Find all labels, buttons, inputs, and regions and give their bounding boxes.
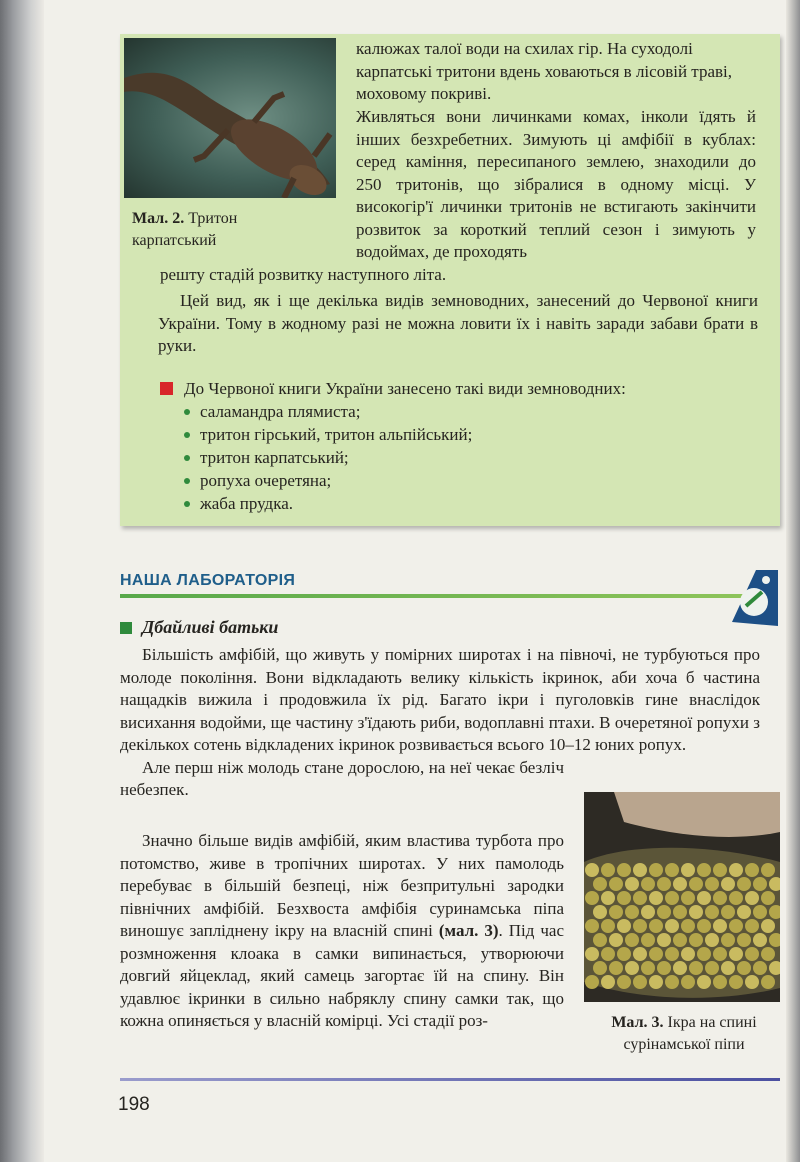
egg-texture-dot [681, 919, 695, 933]
egg-texture-dot [697, 975, 711, 989]
egg-texture-dot [753, 877, 767, 891]
egg-texture-dot [745, 919, 759, 933]
figure-3-text: Ікра на спині сурінамської піпи [623, 1014, 757, 1053]
egg-texture-dot [657, 961, 671, 975]
egg-texture-dot [609, 961, 623, 975]
egg-texture-dot [657, 933, 671, 947]
book-binding-shadow [0, 0, 44, 1162]
egg-texture-dot [633, 947, 647, 961]
egg-texture-dot [665, 947, 679, 961]
figure-2-text: Тритон карпатський [132, 210, 238, 249]
egg-texture-dot [585, 975, 599, 989]
egg-texture-dot [609, 933, 623, 947]
section-marker-icon [120, 622, 132, 634]
egg-texture-dot [593, 877, 607, 891]
species-item: жаба прудка. [180, 492, 472, 515]
egg-texture-dot [753, 961, 767, 975]
egg-texture-dot [729, 863, 743, 877]
egg-texture-dot [681, 863, 695, 877]
species-list [180, 400, 472, 515]
section-title: Дбайливі батьки [142, 617, 279, 637]
egg-texture-dot [705, 961, 719, 975]
egg-texture-dot [665, 975, 679, 989]
egg-texture-dot [681, 947, 695, 961]
egg-texture-dot [641, 933, 655, 947]
egg-texture-dot [593, 961, 607, 975]
egg-texture-dot [697, 919, 711, 933]
species-item: тритон гірський, тритон альпійський; [180, 423, 472, 446]
egg-texture-dot [617, 863, 631, 877]
egg-texture-dot [665, 891, 679, 905]
egg-texture-dot [713, 863, 727, 877]
triton-photo [124, 38, 336, 198]
egg-texture-dot [697, 891, 711, 905]
egg-texture-dot [697, 863, 711, 877]
egg-texture-dot [585, 863, 599, 877]
egg-texture-dot [625, 877, 639, 891]
box-paragraph-3: Цей вид, як і ще декілька видів земноводних, занесений до Червоної книги України. Тому в жодному разі не можна ловити їх і навіть заради забави брати в руки. [158, 291, 758, 355]
egg-texture-dot [657, 877, 671, 891]
egg-texture-dot [745, 863, 759, 877]
egg-texture-dot [633, 891, 647, 905]
egg-texture-dot [625, 933, 639, 947]
egg-texture-dot [609, 877, 623, 891]
egg-texture-dot [681, 975, 695, 989]
egg-texture-dot [737, 961, 751, 975]
egg-texture-dot [641, 877, 655, 891]
page-number: 198 [118, 1094, 150, 1115]
figure-3-label: Мал. 3. [611, 1014, 664, 1031]
egg-texture-dot [705, 877, 719, 891]
egg-texture-dot [649, 947, 663, 961]
page-bottom-rule [120, 1078, 780, 1081]
egg-texture-dot [713, 947, 727, 961]
lab-paragraph-1-wide: Більшість амфібій, що живуть у помірних широтах і на півночі, не турбуються про молоде покоління. Вони відкладають велику кількість ікринок, аби хоча б частина нащадків вижила і продовжила їх рід. Багато ікри і пуголовків гине внаслідок висихання водойми, ще частину з'їдають риби, водоплавні птахи. В очеретяної ропухи з декількох сотень відкладених ікринок розвивається всього 10–12 юних ропух. [120, 645, 760, 754]
egg-texture-dot [753, 905, 767, 919]
figure-2-caption [132, 208, 312, 252]
egg-texture-dot [641, 961, 655, 975]
egg-texture-dot [617, 919, 631, 933]
egg-texture-dot [737, 877, 751, 891]
egg-texture-dot [601, 891, 615, 905]
egg-texture-dot [737, 905, 751, 919]
page-edge-shadow [786, 0, 800, 1162]
egg-texture-dot [761, 975, 775, 989]
egg-texture-dot [593, 905, 607, 919]
egg-texture-dot [713, 919, 727, 933]
egg-texture-dot [721, 877, 735, 891]
lab-paragraph-1 [120, 644, 760, 802]
egg-texture-dot [625, 905, 639, 919]
egg-texture-dot [761, 863, 775, 877]
egg-texture-dot [585, 947, 599, 961]
egg-texture-dot [673, 905, 687, 919]
egg-texture-dot [641, 905, 655, 919]
egg-texture-dot [729, 947, 743, 961]
egg-texture-dot [649, 975, 663, 989]
egg-texture-dot [713, 975, 727, 989]
egg-texture-dot [657, 905, 671, 919]
egg-texture-dot [633, 863, 647, 877]
egg-texture-dot [633, 919, 647, 933]
egg-texture-dot [729, 919, 743, 933]
egg-texture-dot [673, 933, 687, 947]
lab-paragraph-1-narrow: Але перш ніж молодь стане дорослою, на неї чекає безліч небезпек. [120, 757, 564, 799]
species-item: ропуха очеретяна; [180, 469, 472, 492]
figure-3-reference: (мал. 3) [438, 921, 499, 940]
egg-texture-dot [665, 919, 679, 933]
egg-texture-dot [601, 863, 615, 877]
lab-paragraph-2-after: . Під час розмноження клоака в самки випинається, утворюючи довгий яйцеклад, який самець загортає їй на спину. Він удавлює ікринки в сильно набряклу спину самки так, що кожна опиняється у власній комірці. Усі стадії роз- [120, 921, 564, 1030]
lab-section-header: НАША ЛАБОРАТОРІЯ [120, 572, 296, 589]
flask-icon [726, 562, 784, 637]
egg-texture-dot [761, 891, 775, 905]
egg-texture-dot [625, 961, 639, 975]
egg-texture-dot [617, 975, 631, 989]
egg-texture-dot [761, 947, 775, 961]
egg-texture-dot [593, 933, 607, 947]
egg-texture-dot [617, 947, 631, 961]
box-paragraph-2-main: Живляться вони личинками комах, інколи їдять й інших безхребетних. Зимують ці амфібії в кублах: серед каміння, пересипаного землею, знаходили до 250 тритонів, що зібралися в одному місці. У високогір'ї личинки тритонів не встигають закінчити розвиток за короткий теплий сезон і зимують у водоймах, де проходять [356, 107, 756, 261]
box-paragraph-2-tail: решту стадій розвитку наступного літа. [160, 265, 447, 284]
egg-texture-dot [609, 905, 623, 919]
egg-texture-dot [673, 961, 687, 975]
pipa-eggs-photo [584, 792, 780, 1002]
species-item: тритон карпатський; [180, 446, 472, 469]
egg-texture-dot [601, 975, 615, 989]
egg-texture-dot [721, 905, 735, 919]
box-paragraph-2 [356, 106, 756, 264]
lab-paragraph-2 [120, 830, 564, 1033]
egg-texture-dot [705, 933, 719, 947]
egg-texture-dot [601, 947, 615, 961]
egg-texture-dot [689, 933, 703, 947]
egg-texture-dot [761, 919, 775, 933]
figure-2-label: Мал. 2. [132, 210, 185, 227]
egg-texture-dot [649, 919, 663, 933]
egg-texture-dot [753, 933, 767, 947]
egg-texture-dot [737, 933, 751, 947]
egg-texture-dot [697, 947, 711, 961]
egg-texture-dot [673, 877, 687, 891]
egg-texture-dot [681, 891, 695, 905]
egg-texture-dot [633, 975, 647, 989]
egg-texture-dot [729, 891, 743, 905]
egg-texture-dot [649, 863, 663, 877]
lab-paragraph-2-before: Значно більше видів амфібій, яким властива турбота про потомство, живе в тропічних широтах. У них памолодь перебуває в більшій безпеці, ніж безпритульні зародки північних амфібій. Безхвоста амфібія суринамська піпа виношує запліднену ікру на власній спині [120, 831, 564, 940]
egg-texture-dot [585, 919, 599, 933]
egg-texture-dot [689, 905, 703, 919]
species-item: саламандра плямиста; [180, 400, 472, 423]
egg-texture-dot [689, 961, 703, 975]
egg-texture-dot [705, 905, 719, 919]
egg-texture-dot [745, 947, 759, 961]
box-paragraph-1: калюжах талої води на схилах гір. На суходолі карпатські тритони вдень ховаються в лісовій траві, моховому покриві. [356, 39, 732, 103]
egg-texture-dot [617, 891, 631, 905]
lab-header-rule [120, 594, 750, 598]
egg-texture-dot [745, 891, 759, 905]
red-book-intro: До Червоної книги України занесено такі види земноводних: [184, 379, 626, 398]
egg-texture-dot [601, 919, 615, 933]
egg-texture-dot [665, 863, 679, 877]
egg-texture-dot [689, 877, 703, 891]
egg-texture-dot [713, 891, 727, 905]
figure-3-caption [584, 1012, 784, 1056]
egg-texture-dot [649, 891, 663, 905]
egg-texture-dot [745, 975, 759, 989]
egg-texture-dot [721, 961, 735, 975]
egg-texture-dot [729, 975, 743, 989]
red-marker-icon [160, 382, 173, 395]
egg-texture-dot [721, 933, 735, 947]
egg-texture-dot [585, 891, 599, 905]
